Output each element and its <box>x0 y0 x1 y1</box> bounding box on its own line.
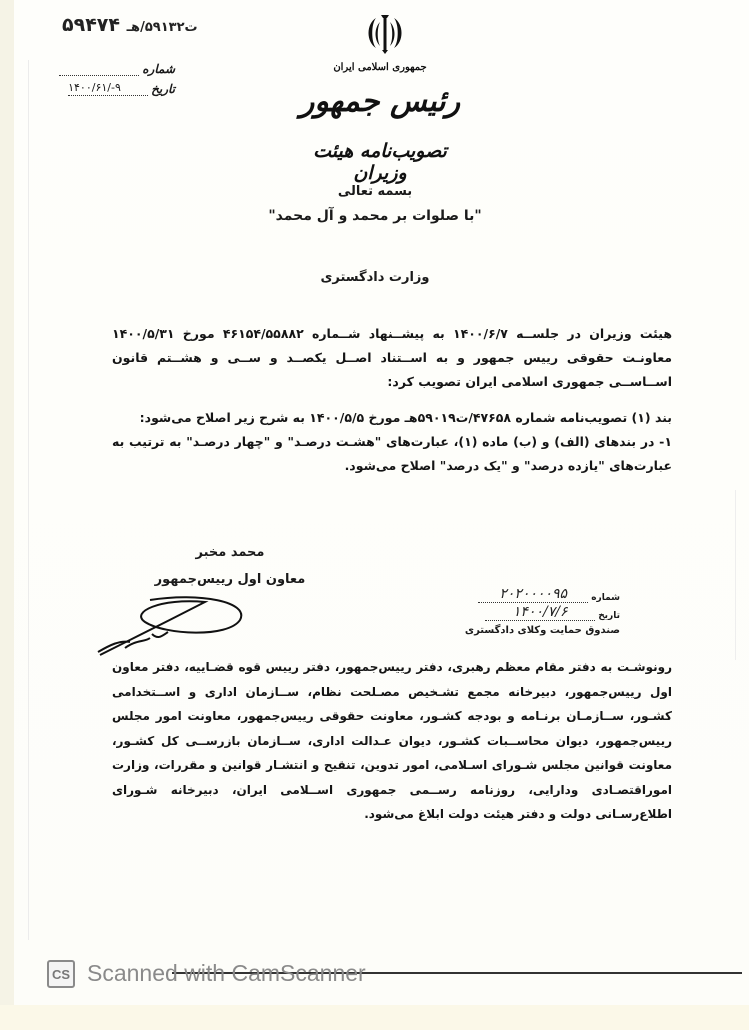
meta-date-row <box>45 76 175 96</box>
letter-meta <box>45 56 175 96</box>
header-country: جمهوری اسلامی ایران <box>333 62 427 73</box>
meta-number-value <box>59 74 139 76</box>
meta-number-label: شماره <box>142 62 175 76</box>
received-number-value: ۲۰۲۰۰۰۰۹۵ <box>478 586 588 603</box>
meta-date-value: ۱۴۰۰/۶۱/-۹ <box>68 81 148 96</box>
reference-main: ۵۹۴۷۴ <box>62 14 120 36</box>
signature-mark <box>90 590 260 665</box>
received-number-label: شماره <box>591 593 620 603</box>
received-date-value: ۱۴۰۰/۷/۶ <box>485 604 595 621</box>
paragraph-resolution <box>112 322 672 394</box>
reference-number <box>48 14 228 40</box>
paragraph-amendment <box>112 406 672 478</box>
iran-emblem-icon <box>362 10 408 56</box>
meta-date-label: تاریخ <box>151 82 175 96</box>
received-date-label: تاریخ <box>598 611 620 621</box>
amendment-item-1: ۱- در بندهای (الف) و (ب) ماده (۱)، عبارت‌های "هشـت درصـد" و "چهار درصـد" به ترتیب به عبارت‌های "یازده درصد" و "یک درصد" اصلاح می‌شود. <box>112 434 672 473</box>
camscanner-text: Scanned with CamScanner <box>87 960 366 986</box>
signer-title: معاون اول رییس‌جمهور <box>154 572 306 587</box>
camscanner-watermark <box>47 958 697 998</box>
page-edge <box>0 0 14 1030</box>
salavat-line: "با صلوات بر محمد و آل محمد" <box>268 208 482 224</box>
carbon-copy-list: رونوشـت به دفتر مقام معظم رهبری، دفتر رییس‌جمهور، دفتر رییس قوه قضـاییه، دفتر معاون اول رییس‌جمهور، دبیرخانه مجمع تشـخیص مصـلحت نظام، ســازمان اداری و اســتخدامی کشـور، ســازمـان برنـامه و بودجه کشـور، معاونت حقوقی رییس‌جمهور، معاونت امور مجلس رییس‌جمهور، دیوان محاســبات کشـور، دیوان عـدالت اداری، ســازمان بازرســی کل کشـور، معاونت قوانین مجلس شـورای اسـلامی، امور تدوین، تنقیح و انتشـار قوانین و مقررات، وزارت اموراقتصـادی ودارایی، روزنامه رســمی جمهوری اســلامی ایران، دبیرخانه شـورای اطلاع‌رسـانی دولت و دفتر هیئت دولت ابلاغ می‌شود. <box>112 660 672 821</box>
paragraph-1: هیئت وزیران در جلســه ۱۴۰۰/۶/۷ به پیشــنهاد شــماره ۴۶۱۵۴/۵۵۸۸۲ مورخ ۱۴۰۰/۵/۳۱ معاونـت حقوقی رییس جمهور و به اســتناد اصــل یکصــد و ســی و هشــتم قانون اســاســی جمهوری اسلامی ایران تصویب کرد: <box>112 326 672 389</box>
received-date-row <box>460 603 620 621</box>
fold-line-right <box>735 490 736 660</box>
fold-line <box>28 60 29 940</box>
meta-number-row <box>45 56 175 76</box>
header-president: رئیس جمهور <box>299 84 461 119</box>
received-number-row <box>460 585 620 603</box>
received-organization: صندوق حمایت وکلای دادگستری <box>464 625 620 636</box>
page-bottom-band <box>0 1005 749 1030</box>
reference-secondary: ت۵۹۱۳۲/هـ <box>126 20 198 35</box>
invocation: بسمه تعالی <box>337 184 413 199</box>
addressee-ministry: وزارت دادگستری <box>320 270 430 285</box>
received-stamp <box>460 585 620 636</box>
header-resolution: تصویب‌نامه هیئت وزیران <box>313 140 447 184</box>
signer-name: محمد مخبر <box>195 545 265 560</box>
amendment-clause: بند (۱) تصویب‌نامه شماره ۴۷۶۵۸/ت۵۹۰۱۹هـ مورخ ۱۴۰۰/۵/۵ به شرح زیر اصلاح می‌شود: <box>139 410 672 425</box>
camscanner-logo-icon: CS <box>47 960 75 988</box>
